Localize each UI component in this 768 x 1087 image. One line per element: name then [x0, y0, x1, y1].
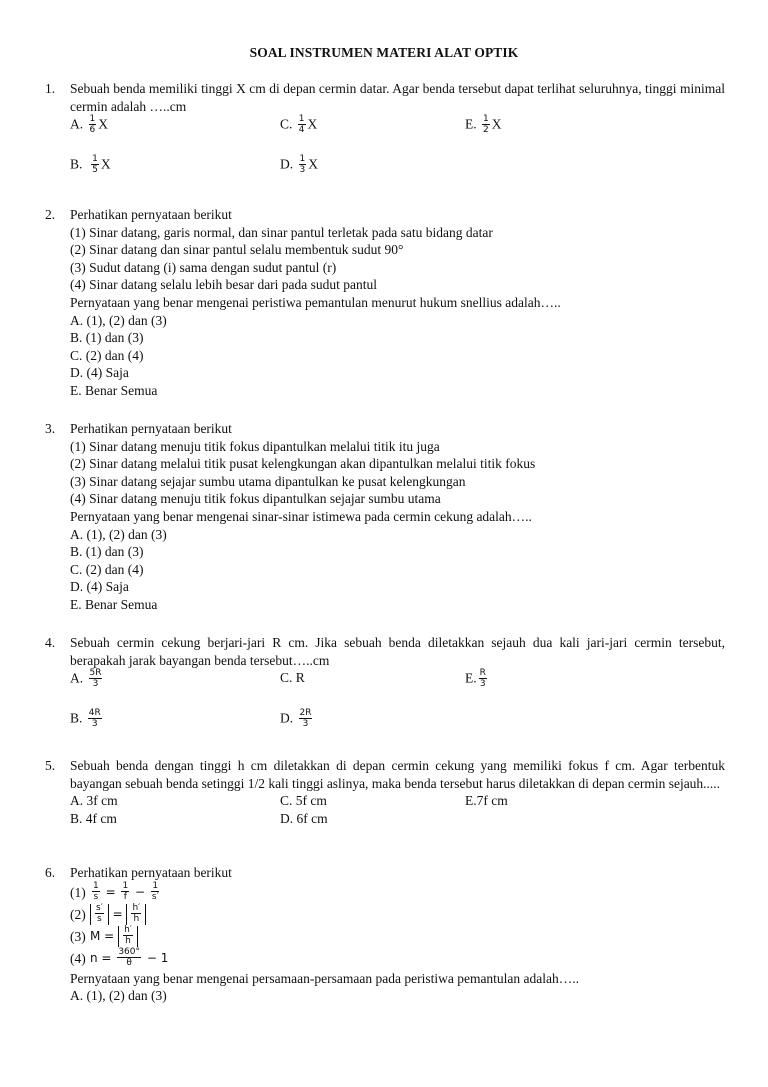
options-row-2 [70, 810, 725, 828]
choice-b: B. (1) dan (3) [70, 544, 144, 560]
question-2 [45, 206, 725, 400]
question-number: 4. [45, 635, 56, 650]
equation-2: (2) $\frac{s'}{s}$ = $\frac{h'}{h}$ [70, 904, 725, 926]
option-e: E. $\frac{1}{2}$ X [465, 114, 502, 136]
question-3 [45, 420, 725, 614]
question-number: 3. [45, 421, 56, 436]
options-row-1 [70, 792, 725, 810]
choice-c: C. (2) dan (4) [70, 561, 144, 577]
option-d: D. $\frac{2R}{3}$ [280, 708, 312, 730]
statement-2: (2) Sinar datang dan sinar pantul selalu membentuk sudut 90° [70, 242, 404, 258]
options-row-2 [70, 155, 725, 185]
choice-a: A. (1), (2) dan (3) [70, 988, 167, 1004]
question-intro: Perhatikan pernyataan berikut [70, 421, 232, 436]
options-row-1 [70, 669, 725, 699]
question-prompt: Pernyataan yang benar mengenai peristiwa pemantulan menurut hukum snellius adalah….. [70, 294, 561, 310]
choice-b: B. (1) dan (3) [70, 330, 144, 346]
option-e: E. $\frac{R}{3}$ [465, 668, 486, 690]
choice-d: D. (4) Saja [70, 365, 129, 381]
option-d: D. $\frac{1}{3}$ X [280, 154, 318, 176]
statement-1: (1) Sinar datang menuju titik fokus dipantulkan melalui titik itu juga [70, 438, 440, 454]
option-b: B. $\frac{4R}{3}$ [70, 708, 101, 730]
statement-3: (3) Sudut datang (i) sama dengan sudut pantul (r) [70, 259, 337, 275]
choice-c: C. (2) dan (4) [70, 347, 144, 363]
choice-a: A. (1), (2) dan (3) [70, 526, 167, 542]
choice-e: E. Benar Semua [70, 382, 158, 398]
question-text: Sebuah cermin cekung berjari-jari R cm. Jika sebuah benda diletakkan sejauh dua kali jari-jari cermin tersebut, berapakah jarak bayangan benda tersebut…..cm [70, 635, 725, 668]
question-intro: Perhatikan pernyataan berikut [70, 207, 232, 222]
option-c: C. R [280, 670, 305, 686]
option-a: A. $\frac{5R}{3}$ [70, 668, 102, 690]
question-number: 1. [45, 81, 56, 96]
choice-d: D. (4) Saja [70, 579, 129, 595]
statement-4: (4) Sinar datang menuju titik fokus dipantulkan sejajar sumbu utama [70, 491, 441, 507]
question-prompt: Pernyataan yang benar mengenai sinar-sinar istimewa pada cermin cekung adalah….. [70, 508, 532, 524]
choice-e: E. Benar Semua [70, 596, 158, 612]
choice-a: A. (1), (2) dan (3) [70, 312, 167, 328]
statement-4: (4) Sinar datang selalu lebih besar dari pada sudut pantul [70, 277, 378, 293]
question-prompt: Pernyataan yang benar mengenai persamaan-persamaan pada peristiwa pemantulan adalah….. [70, 970, 580, 986]
option-e: E.7f cm [465, 793, 508, 809]
options-row-2 [70, 709, 725, 739]
option-b: B. 4f cm [70, 811, 117, 827]
question-6 [45, 864, 725, 1005]
question-1 [45, 80, 725, 185]
question-text: Sebuah benda dengan tinggi h cm diletakkan di depan cermin cekung yang memiliki fokus f cm. Agar terbentuk bayangan sebuah benda setinggi 1/2 kali tinggi aslinya, maka benda tersebut harus diletakkan di depan cermin sejauh..... [70, 758, 725, 791]
statement-2: (2) Sinar datang melalui titik pusat kelengkungan akan dipantulkan melalui titik fokus [70, 456, 536, 472]
equation-1: (1) $\frac{1}{s}$ = $\frac{1}{f}$ − $\frac{1}{s'}$ [70, 881, 159, 903]
question-text: Sebuah benda memiliki tinggi X cm di depan cermin datar. Agar benda tersebut dapat terlihat seluruhnya, tinggi minimal cermin adalah …..cm [70, 81, 725, 114]
option-a: A. $\frac{1}{6}$ X [70, 114, 108, 136]
equation-4: (4) n = $\frac{360^\circ}{\theta}$ − 1 [70, 947, 169, 969]
question-number: 5. [45, 758, 56, 773]
question-4 [45, 634, 725, 739]
statement-3: (3) Sinar datang sejajar sumbu utama dipantulkan ke pusat kelengkungan [70, 473, 466, 489]
option-c: C. 5f cm [280, 793, 327, 809]
question-intro: Perhatikan pernyataan berikut [70, 865, 232, 880]
statement-1: (1) Sinar datang, garis normal, dan sinar pantul terletak pada satu bidang datar [70, 224, 493, 240]
page-title: SOAL INSTRUMEN MATERI ALAT OPTIK [249, 45, 519, 60]
question-number: 6. [45, 865, 56, 880]
option-b: B. $\frac{1}{5}$ X [70, 154, 111, 176]
option-a: A. 3f cm [70, 793, 118, 809]
question-5 [45, 757, 725, 828]
options-row-1 [70, 115, 725, 145]
question-number: 2. [45, 207, 56, 222]
option-d: D. 6f cm [280, 811, 328, 827]
equation-3: (3) M = $\frac{h'}{h}$ [70, 926, 725, 948]
option-c: C. $\frac{1}{4}$ X [280, 114, 318, 136]
